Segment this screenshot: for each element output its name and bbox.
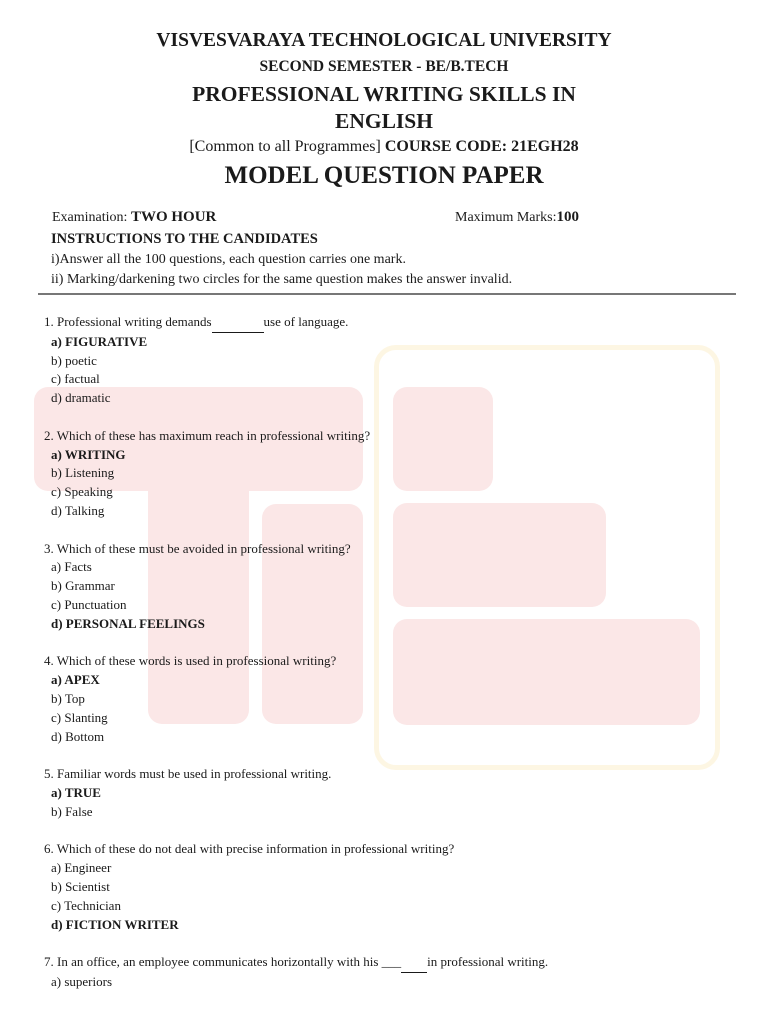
option: a) Facts: [51, 559, 92, 575]
option: d) Bottom: [51, 728, 105, 744]
option: c) Slanting: [51, 709, 108, 725]
question-stem: 3. Which of these must be avoided in professional writing?: [44, 540, 351, 556]
question-stem: 7. In an office, an employee communicates horizontally with his ___ in professional writing.: [44, 953, 734, 973]
question-6: [44, 840, 734, 934]
question-1: [44, 313, 734, 408]
semester-line: SECOND SEMESTER - BE/B.TECH: [259, 58, 509, 75]
option: a) Engineer: [51, 860, 112, 876]
option: d) FICTION WRITER: [51, 916, 179, 932]
option: a) APEX: [51, 672, 100, 688]
course-code: COURSE CODE: 21EGH28: [384, 138, 579, 155]
question-stem: 6. Which of these do not deal with precise information in professional writing?: [44, 841, 455, 857]
option: a) TRUE: [51, 784, 101, 800]
subject-title: PROFESSIONAL WRITING SKILLS IN ENGLISH: [192, 82, 576, 133]
question-3: [44, 540, 734, 634]
option: c) factual: [51, 371, 100, 387]
divider: [38, 293, 736, 295]
option: c) Technician: [51, 897, 121, 913]
instruction-item: ii) Marking/darkening two circles for the same question makes the answer invalid.: [51, 272, 513, 287]
answer-blank: [401, 953, 427, 973]
option: a) WRITING: [51, 446, 126, 462]
instructions-heading: INSTRUCTIONS TO THE CANDIDATES: [51, 231, 318, 247]
option: b) Listening: [51, 465, 115, 481]
university-name: VISVESVARAYA TECHNOLOGICAL UNIVERSITY: [156, 30, 612, 51]
option: d) PERSONAL FEELINGS: [51, 615, 205, 631]
question-stem: 5. Familiar words must be used in professional writing.: [44, 766, 332, 782]
option: d) Talking: [51, 502, 105, 518]
paper-title: MODEL QUESTION PAPER: [224, 162, 544, 189]
question-7: [44, 953, 734, 992]
option: b) False: [51, 803, 93, 819]
option: a) superiors: [51, 973, 113, 989]
question-4: [44, 652, 734, 746]
option: b) Grammar: [51, 578, 115, 594]
question-2: [44, 427, 734, 521]
maximum-marks: Maximum Marks:100: [455, 209, 579, 225]
common-note: [Common to all Programmes]: [189, 138, 381, 155]
question-stem: 4. Which of these words is used in professional writing?: [44, 653, 337, 669]
option: b) poetic: [51, 352, 97, 368]
question-stem: 1. Professional writing demands use of language.: [44, 313, 734, 333]
question-5: [44, 765, 734, 821]
instruction-item: i)Answer all the 100 questions, each question carries one mark.: [51, 252, 406, 267]
option: b) Top: [51, 690, 85, 706]
option: b) Scientist: [51, 878, 110, 894]
option: a) FIGURATIVE: [51, 333, 148, 349]
course-line: [0, 138, 768, 156]
option: c) Speaking: [51, 484, 113, 500]
question-stem: 2. Which of these has maximum reach in professional writing?: [44, 427, 371, 443]
answer-blank: [212, 313, 264, 333]
exam-duration: Examination: TWO HOUR: [52, 209, 217, 225]
option: c) Punctuation: [51, 596, 127, 612]
question-list: [44, 313, 734, 1010]
option: d) dramatic: [51, 390, 111, 406]
